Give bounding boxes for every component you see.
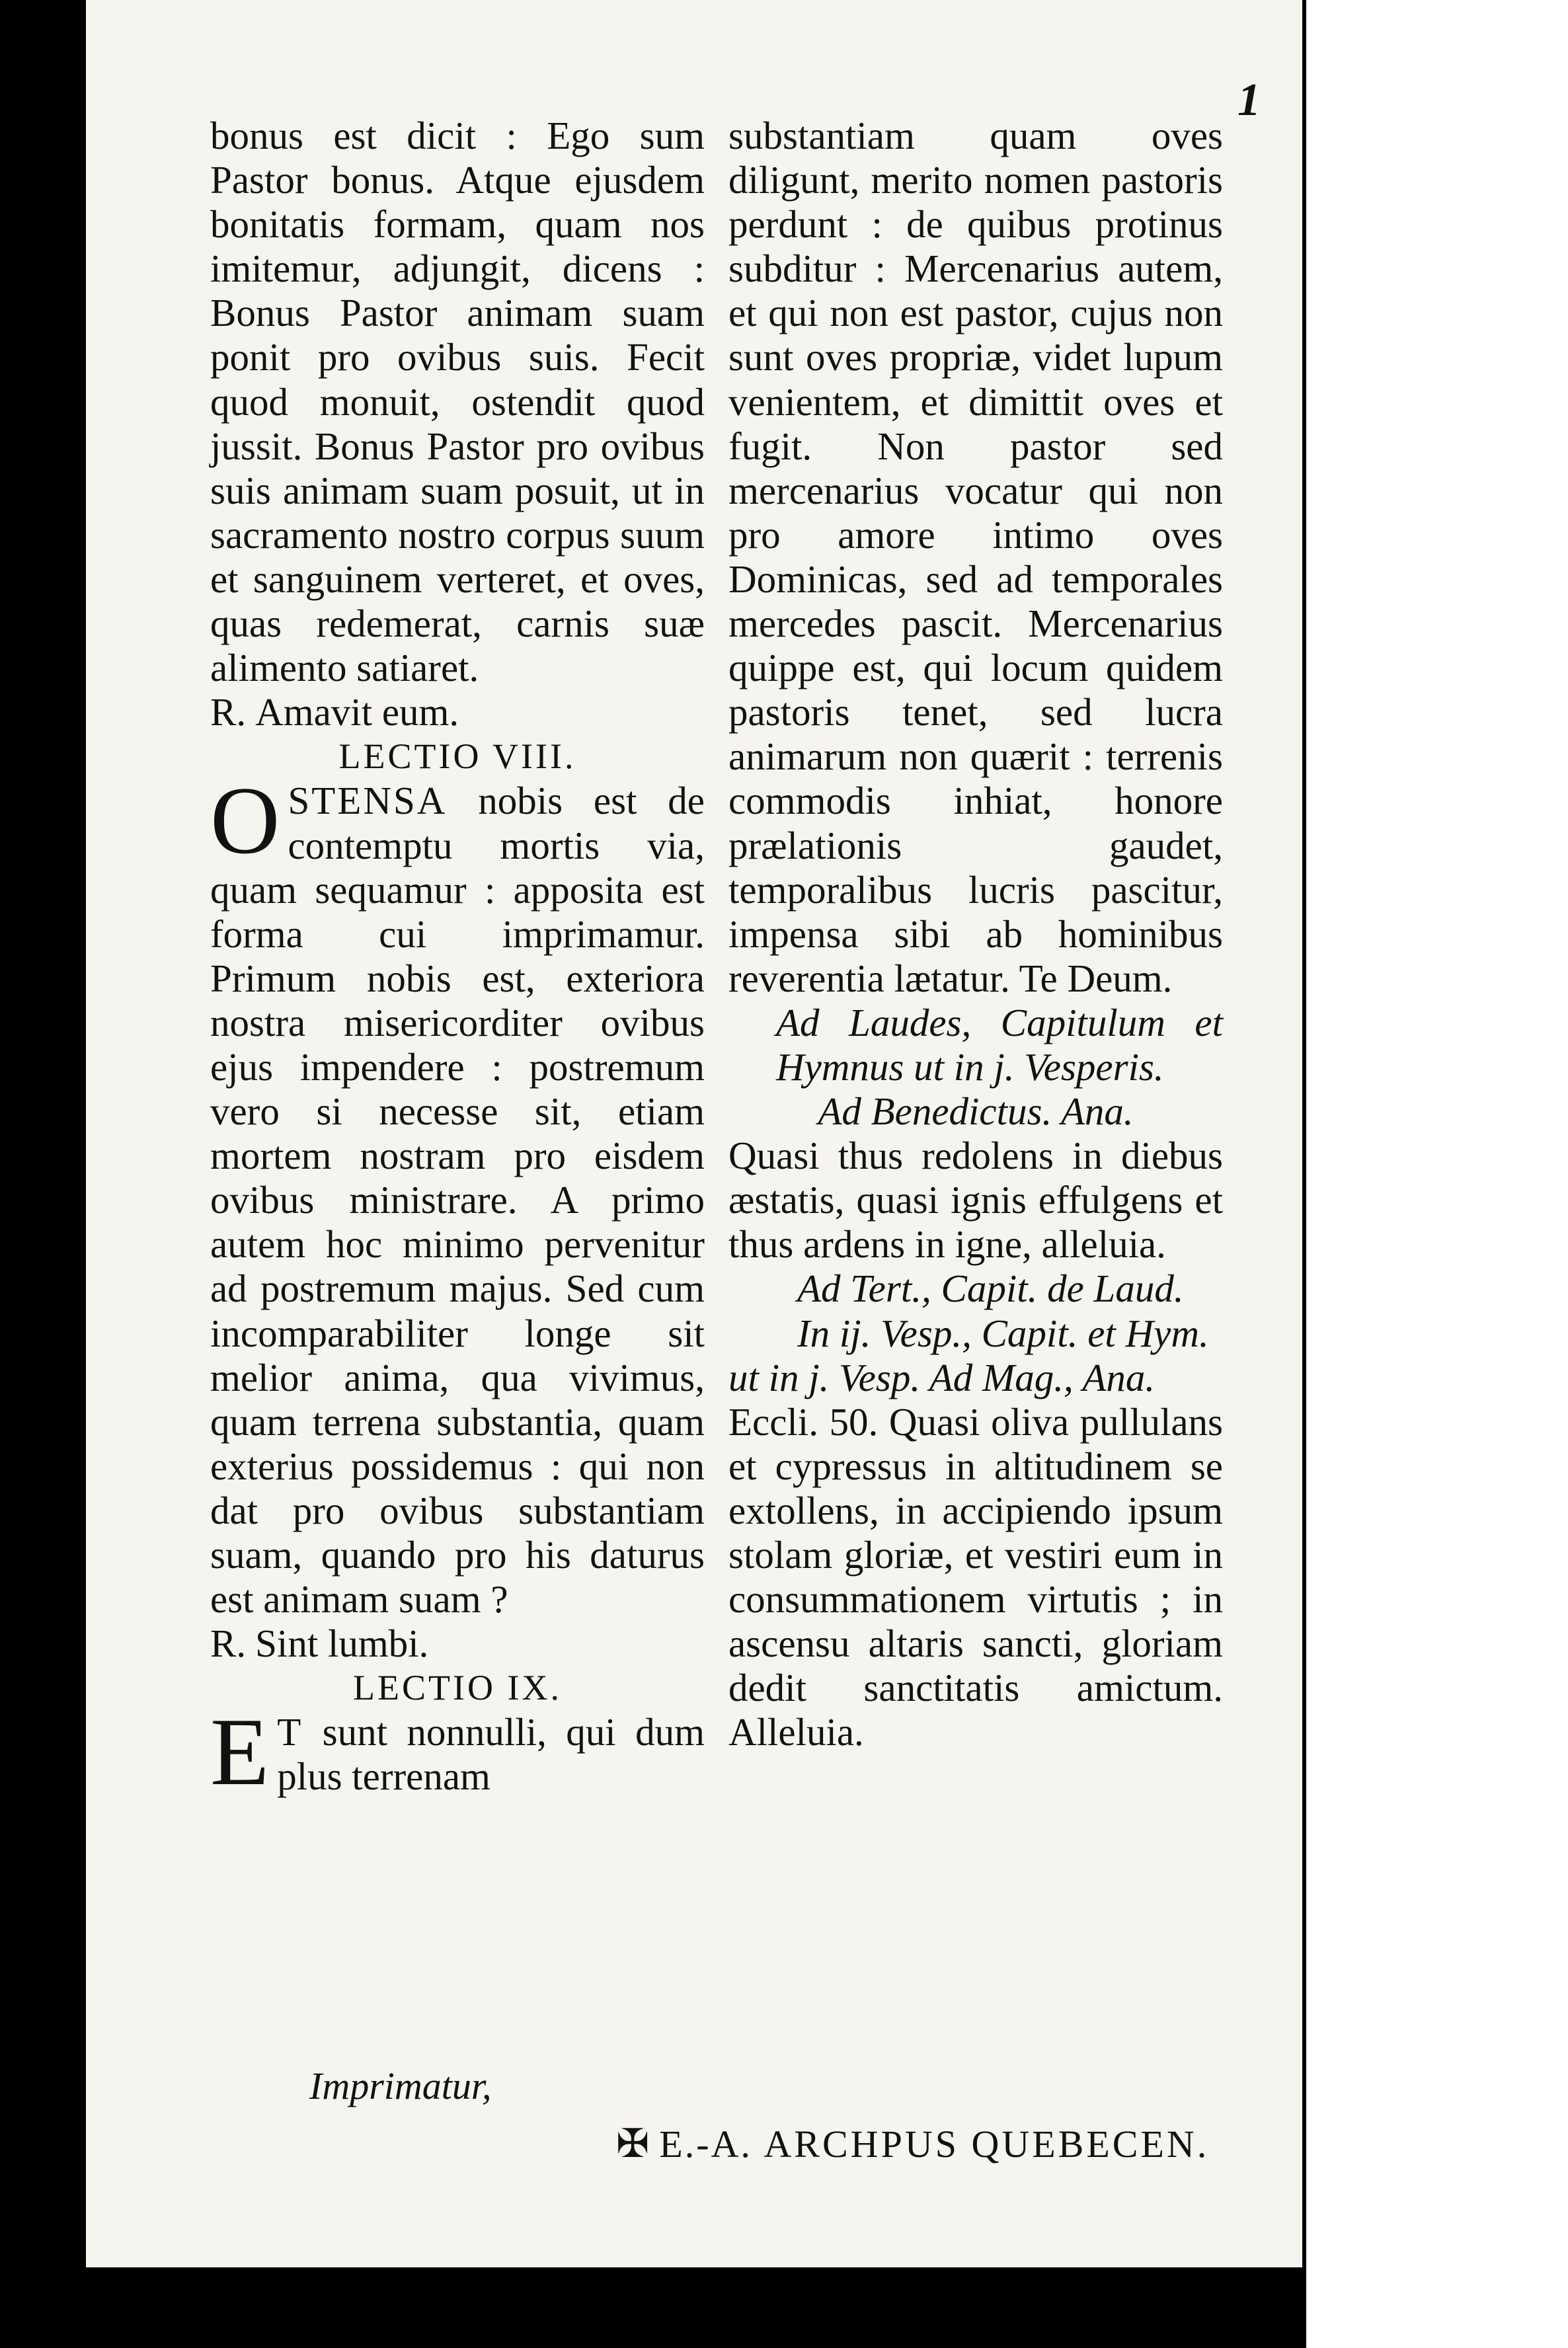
scan-margin [1306, 0, 1568, 2348]
folio-number: 1 [1237, 75, 1261, 126]
antiphon-benedictus: Quasi thus redolens in diebus æstatis, quasi ignis effulgens et thus ardens in igne, alleluia. [728, 1134, 1223, 1267]
responsory-2 [210, 1622, 705, 1666]
lectio-8-heading: LECTIO VIII. [338, 736, 576, 777]
archbishop-signature [616, 2121, 1209, 2167]
rubric-benedictus: Ad Benedictus. Ana. [818, 1089, 1134, 1134]
signature-initials: E.-A. [659, 2123, 752, 2166]
lectio-8-smallcaps: STENSA [288, 779, 448, 823]
lectio-9-continuation: substantiam quam oves diligunt, merito nomen pastoris perdunt : de quibus protinus subditur : Mercenarius autem, et qui non est pastor, cujus non sunt oves propriæ, videt lupum venientem, et dimittit oves et fugit. Non pastor sed mercenarius vocatur qui non pro amore intimo oves Dominicas, sed ad temporales mercedes pascit. Mercenarius quippe est, qui locum quidem pastoris tenet, sed lucra animarum non quærit : terrenis commodis inhiat, honore prælationis gaudet, temporalibus lucris pascitur, impensa sibi ab hominibus reverentia lætatur. Te Deum. [728, 114, 1223, 1000]
lectio-7-text: bonus est dicit : Ego sum Pastor bonus. Atque ejusdem bonitatis formam, quam nos imitemur, adjungit, dicens : Bonus Pastor animam suam ponit pro ovibus suis. Fecit quod monuit, ostendit quod jussit. Bonus Pastor pro ovibus suis animam suam posuit, ut in sacramento nostro corpus suum et sanguinem verteret, et oves, quas redemerat, carnis suæ alimento satiaret. [210, 114, 705, 690]
responsory-1 [210, 690, 705, 734]
responsory-marker: R. [210, 690, 247, 734]
drop-cap: O [210, 767, 280, 875]
lectio-9-text [210, 1698, 705, 1806]
rubric-vespers-2: ut in j. Vesp. Ad Mag., Ana. [728, 1355, 1156, 1399]
responsory-text: Sint lumbi. [255, 1622, 429, 1666]
rubric-laudes: Ad Laudes, Capitulum et Hymnus ut in j. Vesperis. [776, 1000, 1223, 1089]
cross-icon: ✠ [616, 2122, 652, 2166]
lectio-8-body: nobis est de contemptu mortis via, quam sequamur : apposita est forma cui imprimamur. Primum nobis est, exteriora nostra misericorditer ovibus ejus impendere : postremum vero si necesse sit, etiam mortem nostram pro eisdem ovibus ministrare. A primo autem hoc minimo pervenitur ad postremum majus. Sed cum incomparabiliter longe sit melior anima, qua vivimus, quam terrena substantia, quam exterius possidemus : qui non dat pro ovibus substantiam suam, quando pro his daturus est animam suam ? [210, 779, 705, 1622]
drop-cap: E [210, 1698, 270, 1806]
lectio-8-text [210, 767, 705, 1622]
antiphon-magnificat: Eccli. 50. Quasi oliva pullulans et cypressus in altitudinem se extollens, in accipiendo ipsum stolam gloriæ, et vestiri eum in consummationem virtutis ; in ascensu altaris sancti, gloriam dedit sanctitatis amictum. Alleluia. [728, 1399, 1223, 1754]
left-column [210, 114, 705, 1806]
rubric-vespers-1: In ij. Vesp., Capit. et Hym. [797, 1311, 1209, 1355]
lectio-9-heading: LECTIO IX. [353, 1668, 562, 1708]
signature-title: ARCHPUS QUEBECEN. [764, 2123, 1210, 2166]
right-column [728, 114, 1223, 1754]
imprimatur: Imprimatur, [309, 2064, 492, 2107]
lectio-9-body: sunt nonnulli, qui dum plus terrenam [277, 1710, 705, 1799]
responsory-marker: R. [210, 1622, 247, 1666]
responsory-text: Amavit eum. [255, 690, 459, 734]
lectio-9-smallcaps: T [277, 1710, 303, 1754]
rubric-tertia: Ad Tert., Capit. de Laud. [797, 1267, 1184, 1311]
